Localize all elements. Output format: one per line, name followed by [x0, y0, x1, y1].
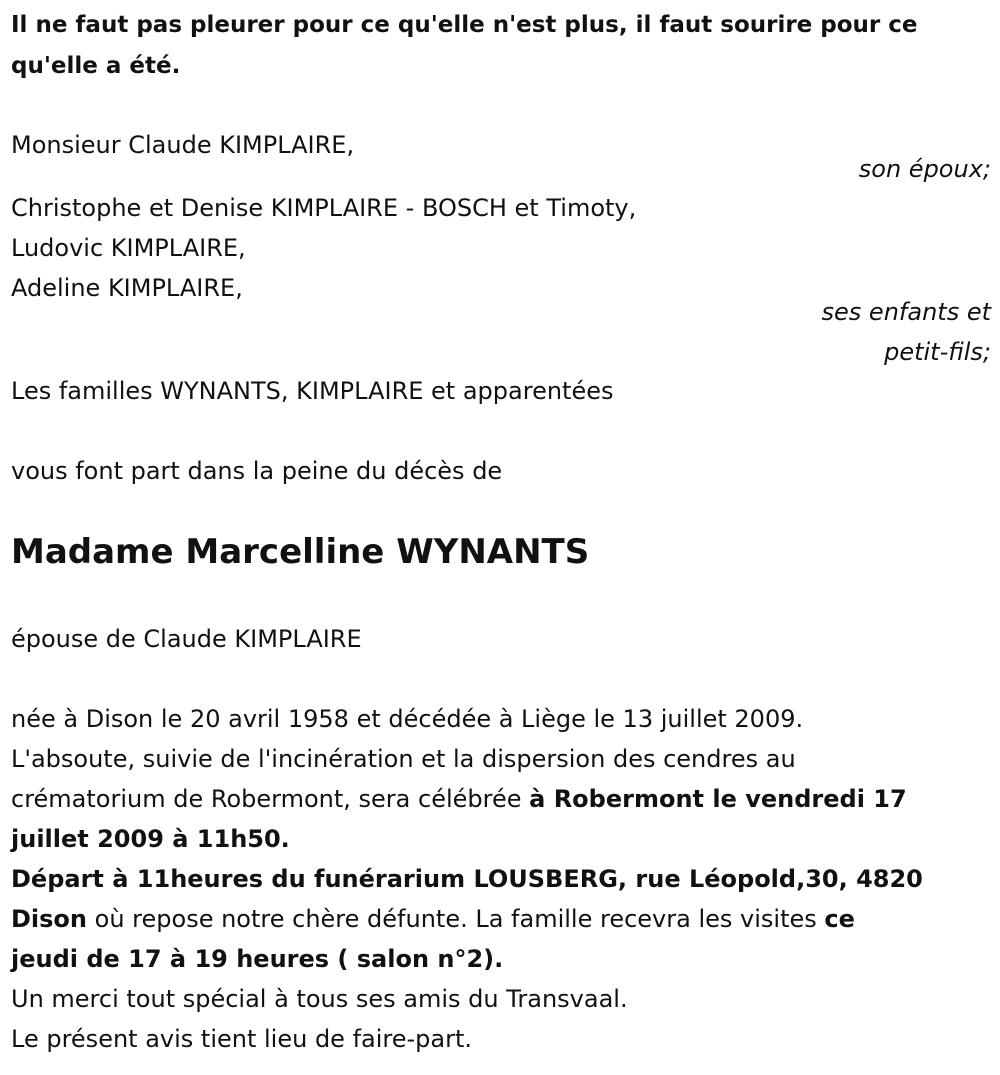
ceremony-line-2	[11, 784, 907, 814]
departure-line-2	[11, 904, 855, 934]
families-line: Les familles WYNANTS, KIMPLAIRE et apparentées	[11, 377, 614, 405]
birth-death-line: née à Dison le 20 avril 1958 et décédée à Liège le 13 juillet 2009.	[11, 705, 804, 733]
visits-start: ce	[824, 905, 855, 933]
child-name-3: Adeline KIMPLAIRE,	[11, 274, 243, 302]
children-role-line-1: ses enfants et	[821, 298, 991, 326]
departure-town: Dison	[11, 905, 88, 933]
husband-role: son époux;	[858, 155, 991, 183]
ceremony-place-date: à Robermont le vendredi 17	[529, 785, 907, 813]
epigraph-line-2: qu'elle a été.	[11, 53, 181, 79]
ceremony-line-3: juillet 2009 à 11h50.	[11, 825, 290, 853]
children-role-line-2: petit-fils;	[884, 338, 991, 366]
notice-line: Le présent avis tient lieu de faire-part.	[11, 1025, 473, 1053]
announcement-line: vous font part dans la peine du décès de	[11, 457, 503, 485]
ceremony-line-2-plain: crématorium de Robermont, sera célébrée	[11, 785, 530, 813]
epigraph-line-1: Il ne faut pas pleurer pour ce qu'elle n'est plus, il faut sourire pour ce	[11, 12, 918, 38]
visits-line: jeudi de 17 à 19 heures ( salon n°2).	[11, 945, 504, 973]
husband-name: Monsieur Claude KIMPLAIRE,	[11, 131, 355, 159]
child-name-1: Christophe et Denise KIMPLAIRE - BOSCH et Timoty,	[11, 194, 637, 222]
spouse-line: épouse de Claude KIMPLAIRE	[11, 625, 362, 653]
deceased-name: Madame Marcelline WYNANTS	[11, 532, 590, 572]
departure-line-1: Départ à 11heures du funérarium LOUSBERG, rue Léopold,30, 4820	[11, 865, 923, 893]
thanks-line: Un merci tout spécial à tous ses amis du Transvaal.	[11, 985, 628, 1013]
ceremony-line-1: L'absoute, suivie de l'incinération et la dispersion des cendres au	[11, 745, 796, 773]
child-name-2: Ludovic KIMPLAIRE,	[11, 234, 246, 262]
departure-line-2-plain: où repose notre chère défunte. La famille recevra les visites	[87, 905, 825, 933]
